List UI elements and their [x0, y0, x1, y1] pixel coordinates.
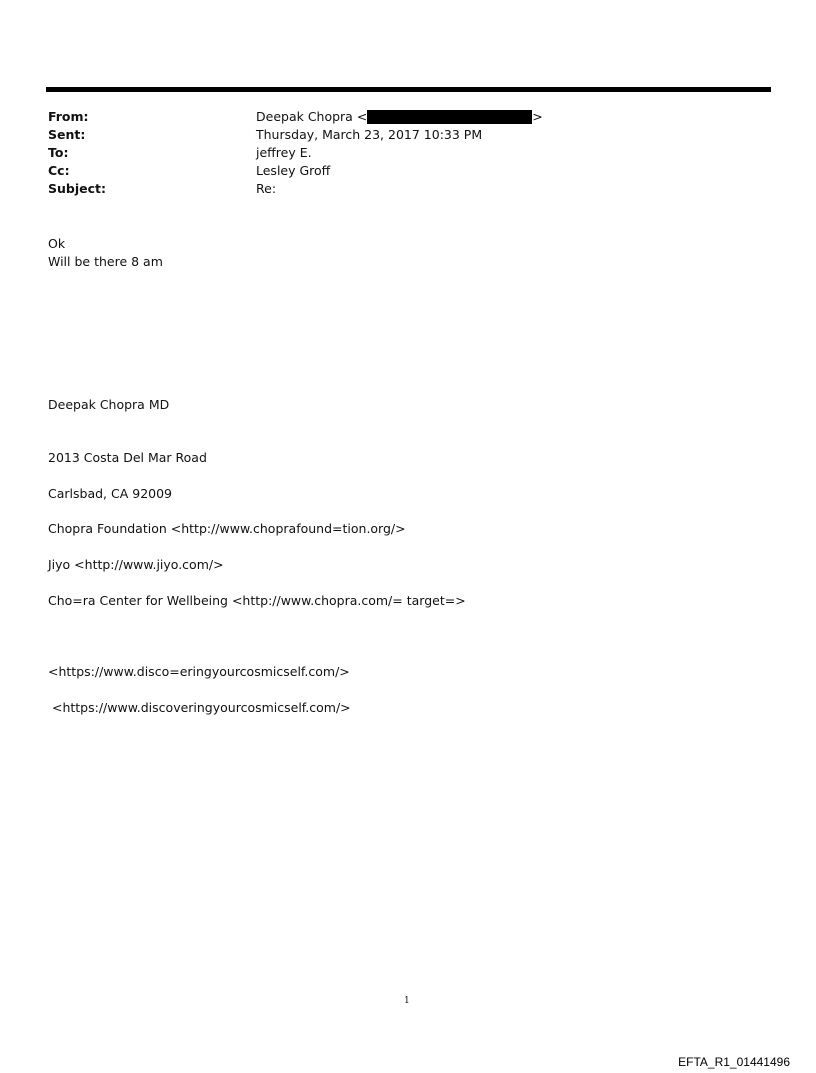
signature-link-foundation: Chopra Foundation <http://www.choprafound=tion.org/>	[48, 521, 406, 536]
signature-link-wellbeing: Cho=ra Center for Wellbeing <http://www.chopra.com/= target=>	[48, 593, 466, 608]
sent-value: Thursday, March 23, 2017 10:33 PM	[256, 127, 483, 142]
to-value: jeffrey E.	[256, 145, 312, 160]
signature-name: Deepak Chopra MD	[48, 397, 170, 412]
cc-value: Lesley Groff	[256, 163, 331, 178]
signature-link-cosmicself: <https://www.disco=eringyourcosmicself.com/>	[48, 664, 350, 679]
from-row	[48, 108, 543, 126]
subject-row	[48, 180, 543, 198]
from-close: >	[532, 109, 543, 124]
from-label: From:	[48, 109, 89, 124]
signature-link-cosmicself-2: <https://www.discoveringyourcosmicself.com/>	[48, 700, 351, 715]
signature-link-jiyo: Jiyo <http://www.jiyo.com/>	[48, 557, 224, 572]
email-body	[48, 235, 163, 271]
page-number: 1	[404, 996, 410, 1006]
to-row	[48, 144, 543, 162]
body-line: Will be there 8 am	[48, 254, 163, 269]
cc-label: Cc:	[48, 163, 70, 178]
email-header	[48, 108, 543, 198]
from-name: Deepak Chopra <	[256, 109, 368, 124]
redaction-box	[367, 110, 532, 124]
document-id: EFTA_R1_01441496	[678, 1055, 790, 1069]
cc-row	[48, 162, 543, 180]
body-line: Ok	[48, 236, 66, 251]
subject-label: Subject:	[48, 181, 106, 196]
header-divider	[46, 87, 771, 92]
subject-value: Re:	[256, 181, 277, 196]
from-value	[256, 108, 543, 126]
signature-address-city: Carlsbad, CA 92009	[48, 486, 173, 501]
to-label: To:	[48, 145, 69, 160]
signature-address-street: 2013 Costa Del Mar Road	[48, 450, 207, 465]
sent-row	[48, 126, 543, 144]
sent-label: Sent:	[48, 127, 86, 142]
